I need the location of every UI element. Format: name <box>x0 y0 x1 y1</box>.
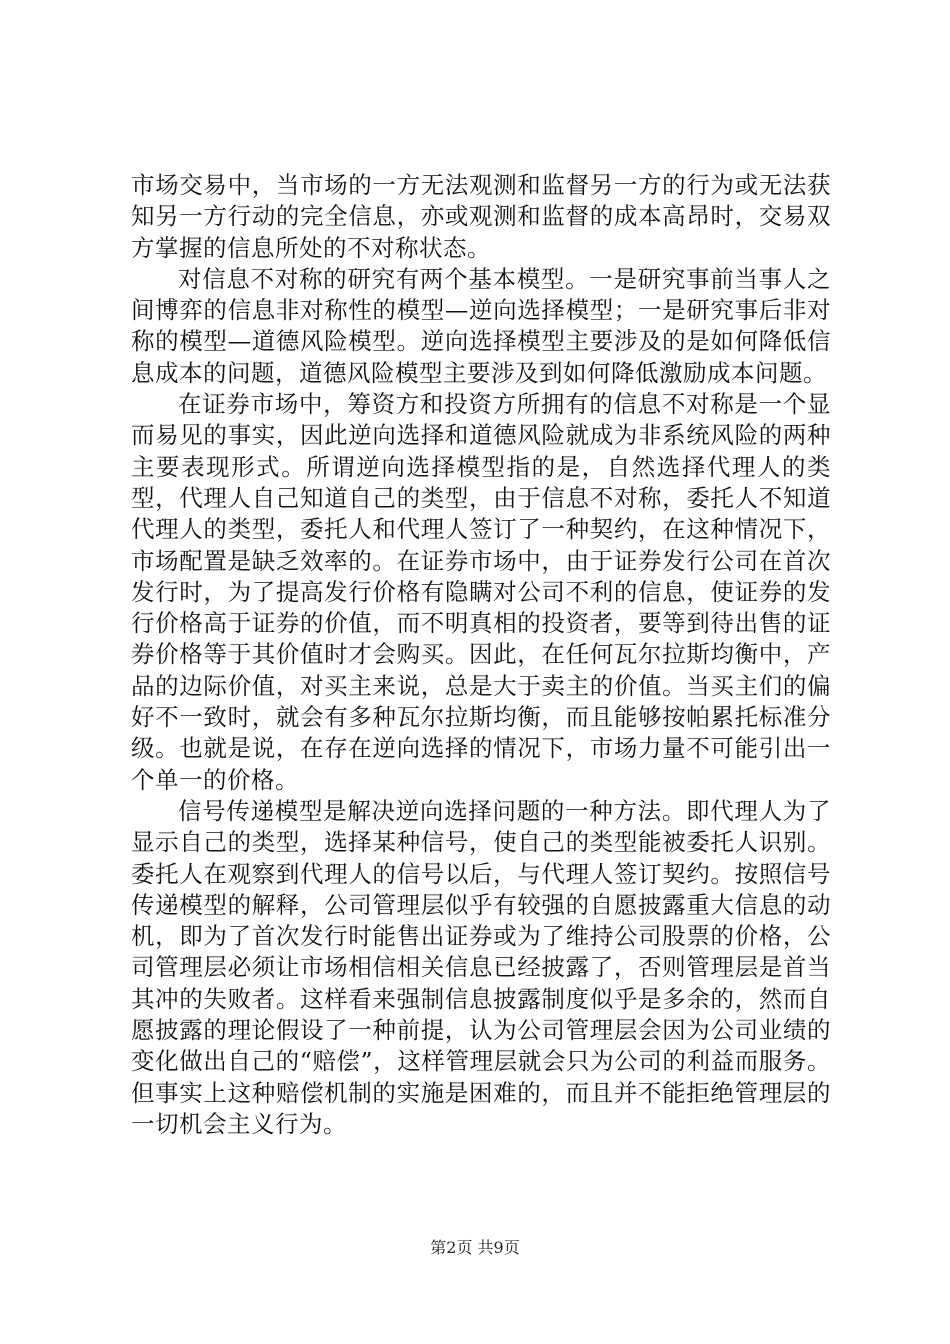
page-footer: 第2页 共9页 <box>430 1238 520 1257</box>
paragraph-asymmetry-models: 对信息不对称的研究有两个基本模型。一是研究事前当事人之间博弈的信息非对称性的模型—逆向选择模型；一是研究事后非对称的模型—道德风险模型。逆向选择模型主要涉及的是如何降低信息成本的问题，道德风险模型主要涉及到如何降低激励成本问题。 <box>131 264 831 387</box>
paragraph-adverse-selection: 在证券市场中，筹资方和投资方所拥有的信息不对称是一个显而易见的事实，因此逆向选择和道德风险就成为非系统风险的两种主要表现形式。所谓逆向选择模型指的是，自然选择代理人的类型，代理人自己知道自己的类型，由于信息不对称，委托人不知道代理人的类型，委托人和代理人签订了一种契约，在这种情况下，市场配置是缺乏效率的。在证券市场中，由于证券发行公司在首次发行时，为了提高发行价格有隐瞒对公司不利的信息，使证券的发行价格高于证券的价值，而不明真相的投资者，要等到待出售的证券价格等于其价值时才会购买。因此，在任何瓦尔拉斯均衡中，产品的边际价值，对买主来说，总是大于卖主的价值。当买主们的偏好不一致时，就会有多种瓦尔拉斯均衡，而且能够按帕累托标准分级。也就是说，在存在逆向选择的情况下，市场力量不可能引出一个单一的价格。 <box>131 390 831 794</box>
paragraph-continued: 市场交易中，当市场的一方无法观测和监督另一方的行为或无法获知另一方行动的完全信息，亦或观测和监督的成本高昂时，交易双方掌握的信息所处的不对称状态。 <box>131 171 831 262</box>
document-body <box>131 170 831 1140</box>
paragraph-signaling-model: 信号传递模型是解决逆向选择问题的一种方法。即代理人为了显示自己的类型，选择某种信号，使自己的类型能被委托人识别。委托人在观察到代理人的信号以后，与代理人签订契约。按照信号传递模型的解释，公司管理层似乎有较强的自愿披露重大信息的动机，即为了首次发行时能售出证券或为了维持公司股票的价格，公司管理层必须让市场相信相关信息已经披露了，否则管理层是首当其冲的失败者。这样看来强制信息披露制度似乎是多余的，然而自愿披露的理论假设了一种前提，认为公司管理层会因为公司业绩的变化做出自己的“赔偿”，这样管理层就会只为公司的利益而服务。但事实上这种赔偿机制的实施是困难的，而且并不能拒绝管理层的一切机会主义行为。 <box>131 796 831 1138</box>
